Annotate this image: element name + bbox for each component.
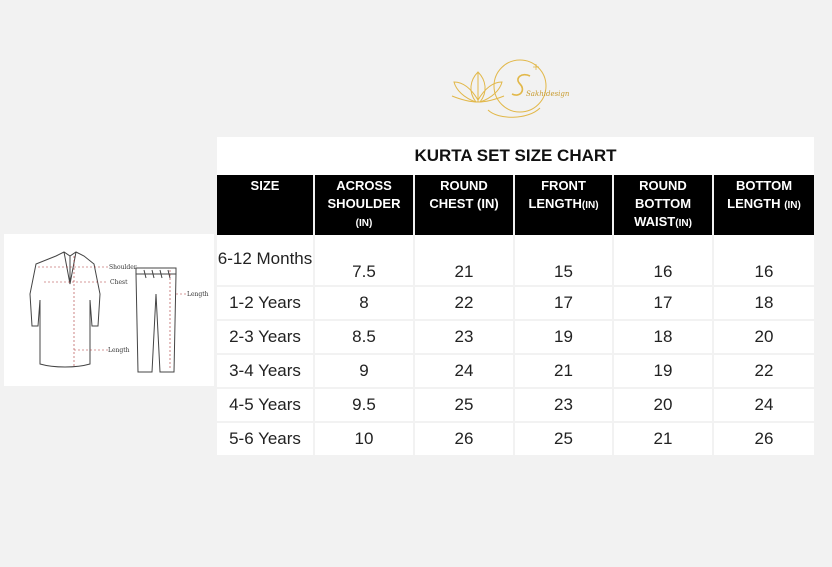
chest-label: Chest: [110, 279, 128, 286]
bottom-length-cell: 22: [713, 354, 814, 388]
shoulder-label: Shoulder: [109, 264, 137, 271]
bottom-length-cell: 18: [713, 286, 814, 320]
header-bottom-length: BOTTOM LENGTH (IN): [713, 175, 814, 235]
bottom-length-cell: 24: [713, 388, 814, 422]
pant-length-label: Length: [187, 291, 209, 298]
table-header-row: [217, 175, 814, 235]
size-cell: 3-4 Years: [217, 354, 314, 388]
round-chest-cell: 26: [414, 422, 514, 456]
header-round-bottom-waist: ROUND BOTTOM WAIST(IN): [613, 175, 713, 235]
garment-illustration: [4, 234, 214, 386]
across-shoulder-cell: 8: [314, 286, 414, 320]
round-chest-cell: 22: [414, 286, 514, 320]
round-bottom-waist-cell: 16: [613, 235, 713, 286]
across-shoulder-cell: 10: [314, 422, 414, 456]
table-row: [217, 286, 814, 320]
header-round-chest: ROUND CHEST (IN): [414, 175, 514, 235]
round-chest-cell: 21: [414, 235, 514, 286]
round-bottom-waist-cell: 20: [613, 388, 713, 422]
size-cell: 1-2 Years: [217, 286, 314, 320]
kurta-length-label: Length: [108, 347, 130, 354]
round-bottom-waist-cell: 17: [613, 286, 713, 320]
round-bottom-waist-cell: 18: [613, 320, 713, 354]
header-size: SIZE: [217, 175, 314, 235]
bottom-length-cell: 16: [713, 235, 814, 286]
bottom-length-cell: 26: [713, 422, 814, 456]
table-row: [217, 354, 814, 388]
front-length-cell: 21: [514, 354, 613, 388]
round-chest-cell: 23: [414, 320, 514, 354]
round-chest-cell: 25: [414, 388, 514, 422]
table-row: [217, 388, 814, 422]
across-shoulder-cell: 9.5: [314, 388, 414, 422]
table-row: [217, 235, 814, 286]
header-across-shoulder: ACROSS SHOULDER (IN): [314, 175, 414, 235]
across-shoulder-cell: 7.5: [314, 235, 414, 286]
size-cell: 2-3 Years: [217, 320, 314, 354]
round-chest-cell: 24: [414, 354, 514, 388]
size-cell: 4-5 Years: [217, 388, 314, 422]
bottom-length-cell: 20: [713, 320, 814, 354]
brand-logo-text: Sakhidesign: [526, 90, 570, 98]
front-length-cell: 19: [514, 320, 613, 354]
size-chart-table: [217, 175, 814, 457]
front-length-cell: 23: [514, 388, 613, 422]
size-cell: 5-6 Years: [217, 422, 314, 456]
front-length-cell: 15: [514, 235, 613, 286]
across-shoulder-cell: 9: [314, 354, 414, 388]
table-row: [217, 422, 814, 456]
across-shoulder-cell: 8.5: [314, 320, 414, 354]
header-front-length: FRONT LENGTH(IN): [514, 175, 613, 235]
brand-logo: [448, 52, 588, 122]
front-length-cell: 25: [514, 422, 613, 456]
size-chart-title: KURTA SET SIZE CHART: [217, 137, 814, 175]
round-bottom-waist-cell: 19: [613, 354, 713, 388]
round-bottom-waist-cell: 21: [613, 422, 713, 456]
table-row: [217, 320, 814, 354]
front-length-cell: 17: [514, 286, 613, 320]
size-cell: 6-12 Months: [217, 235, 314, 286]
